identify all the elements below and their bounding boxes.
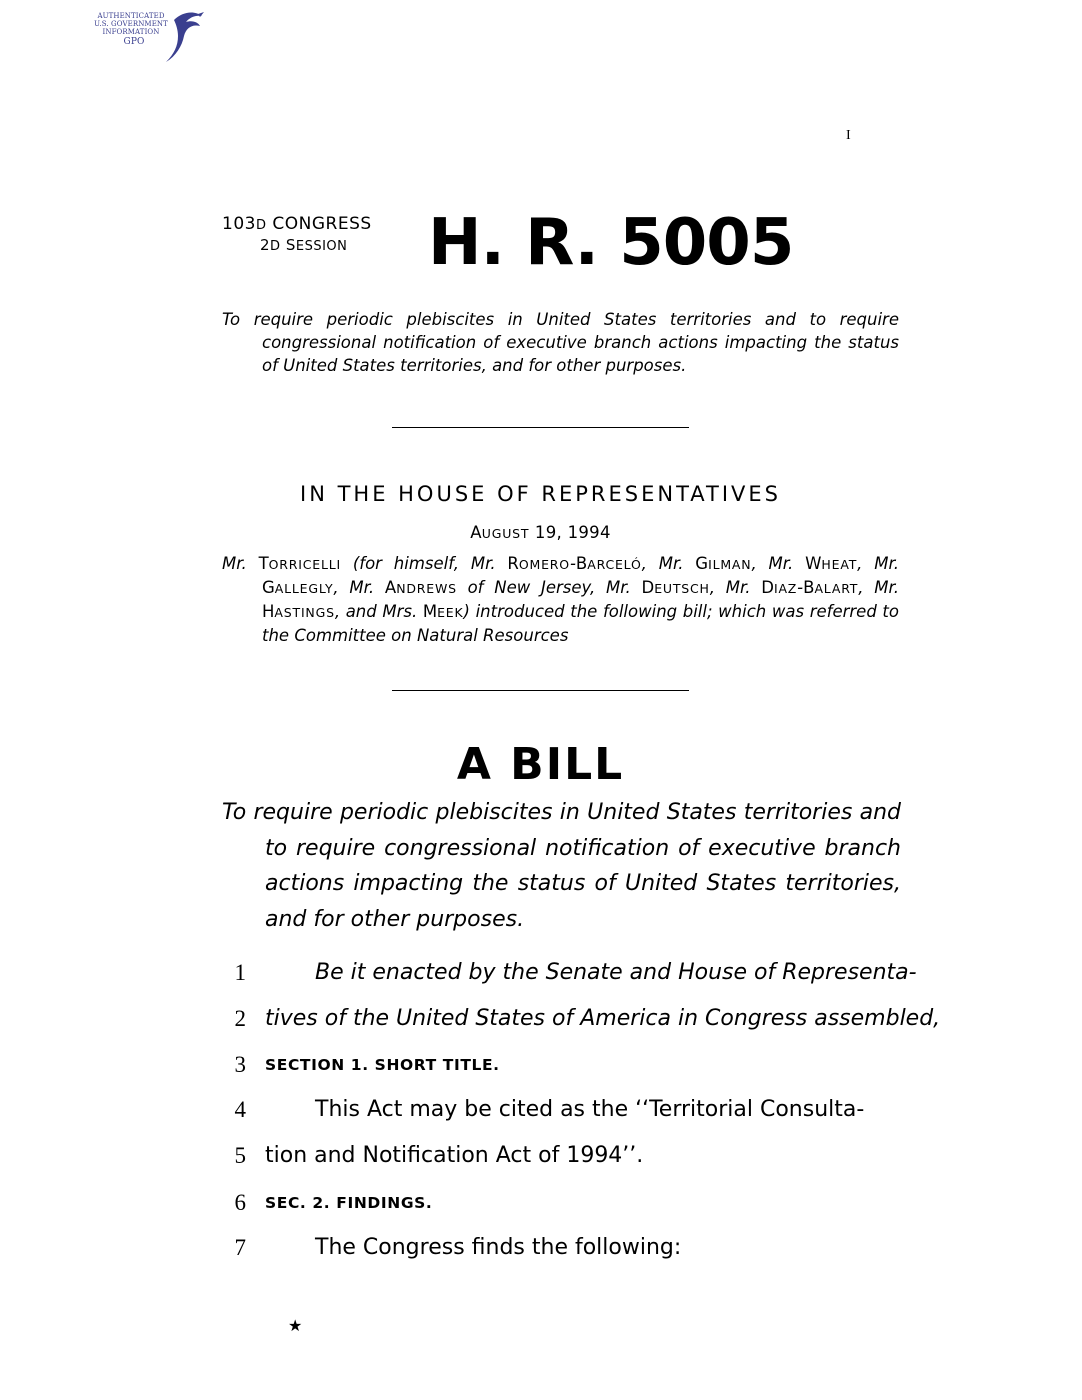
sponsor-text: , Mr. — [751, 554, 806, 573]
session-initial: S — [285, 236, 296, 254]
line-number: 2 — [234, 1006, 246, 1031]
congress-suffix: D — [255, 218, 267, 233]
sponsors-statement — [222, 552, 899, 647]
bill-line-text: tion and Notification Act of 1994’’. — [265, 1143, 644, 1168]
bill-summary: To require periodic plebiscites in United States territories and to require congressional notification of executive branch actions impacting the status of United States territories, and for other purposes. — [222, 310, 899, 375]
sponsor-text: Mr. — [222, 554, 259, 573]
sponsor-name-initial: G — [695, 554, 709, 573]
sponsor-name-smallcaps: ALART — [814, 581, 859, 596]
star-icon: ★ — [288, 1316, 303, 1335]
bill-line-text: The Congress finds the following: — [315, 1235, 682, 1260]
congress-number: 103 — [222, 214, 256, 234]
sponsor-name-smallcaps: OMERO — [518, 557, 570, 572]
sponsor-name-initial: A — [384, 578, 397, 597]
logo-line-4: GPO — [123, 37, 145, 47]
sponsor-name-smallcaps: EUTSCH — [654, 581, 710, 596]
sponsor-name-initial: D — [761, 578, 774, 597]
sponsor-text: , Mr. — [641, 554, 696, 573]
sponsor-name-smallcaps: ILMAN — [708, 557, 752, 572]
chamber-heading: IN THE HOUSE OF REPRESENTATIVES — [300, 482, 781, 506]
divider-rule — [392, 427, 689, 428]
line-number: 1 — [234, 960, 246, 985]
date-month-initial: A — [470, 523, 482, 542]
sponsor-text: , Mr. — [858, 578, 899, 597]
section-heading: SECTION 1. SHORT TITLE. — [265, 1056, 500, 1074]
date-day-year: 19, 1994 — [534, 523, 611, 542]
bill-line-text: tives of the United States of America in Congress assembled, — [265, 1006, 941, 1031]
sponsor-name-smallcaps: NDREWS — [396, 581, 457, 596]
sponsor-name-smallcaps: ORRICELLI — [268, 557, 342, 572]
line-number: 6 — [234, 1190, 246, 1215]
sponsor-text: , and Mrs. — [334, 602, 423, 621]
bill-number: H. R. 5005 — [428, 206, 794, 280]
date-month-rest: UGUST — [481, 526, 530, 541]
sponsor-text: , Mr. — [709, 578, 762, 597]
page-mark: I — [846, 128, 851, 143]
line-number: 7 — [234, 1235, 246, 1260]
sponsor-name-smallcaps: IAZ — [773, 581, 798, 596]
section-heading: SEC. 2. FINDINGS. — [265, 1194, 433, 1212]
sponsor-name-initial: B — [803, 578, 815, 597]
sponsor-text: , Mr. — [333, 578, 385, 597]
sponsor-name-smallcaps: EEK — [437, 605, 464, 620]
sponsor-name-initial: W — [805, 554, 822, 573]
eagle-icon — [86, 6, 211, 66]
sponsor-name-initial: G — [262, 578, 275, 597]
sponsor-name-initial: H — [262, 602, 275, 621]
sponsor-name-smallcaps: ASTINGS — [274, 605, 335, 620]
sponsor-text: (for himself, Mr. — [341, 554, 508, 573]
bill-line-text: Be it enacted by the Senate and House of Representa- — [315, 960, 917, 985]
bill-line-text: This Act may be cited as the ‘‘Territorial Consulta- — [315, 1097, 865, 1122]
sponsor-name-initial: B — [575, 554, 588, 573]
introduction-date — [222, 522, 859, 545]
sponsor-name-smallcaps: HEAT — [821, 557, 858, 572]
sponsor-text: of New Jersey, Mr. — [456, 578, 642, 597]
logo-line-2: U.S. GOVERNMENT — [94, 20, 168, 28]
bill-long-title: To require periodic plebiscites in United States territories and to require congressional notification of executive branch actions impacting the status of United States territories, and for other purposes. — [222, 800, 901, 932]
sponsor-name-initial: D — [641, 578, 655, 597]
congress-word: CONGRESS — [272, 214, 372, 234]
sponsor-name-initial: T — [258, 554, 269, 573]
sponsor-name-initial: R — [507, 554, 519, 573]
sponsor-text: - — [797, 578, 804, 597]
gpo-authenticated-logo — [86, 6, 211, 66]
congress-label — [222, 214, 372, 236]
sponsor-text: ) introduced the following bill; which was referred to the Committee on Natural Resources — [262, 602, 899, 645]
logo-line-3: INFORMATION — [102, 28, 160, 36]
sponsor-text: , Mr. — [857, 554, 899, 573]
logo-line-1: AUTHENTICATED — [97, 12, 165, 20]
line-number: 3 — [234, 1052, 246, 1077]
sponsor-name-smallcaps: ALLEGLY — [274, 581, 334, 596]
sponsor-text: - — [569, 554, 576, 573]
sponsor-name-initial: M — [422, 602, 438, 621]
line-number: 5 — [234, 1143, 246, 1168]
bill-heading: A BILL — [456, 739, 625, 790]
session-number: 2 — [260, 236, 271, 254]
session-label — [260, 235, 347, 257]
sponsor-name-smallcaps: ARCELÓ — [587, 557, 642, 572]
line-number: 4 — [234, 1097, 246, 1122]
divider-rule — [392, 690, 689, 691]
session-suffix: D — [270, 239, 281, 254]
session-rest: ESSION — [295, 239, 348, 254]
